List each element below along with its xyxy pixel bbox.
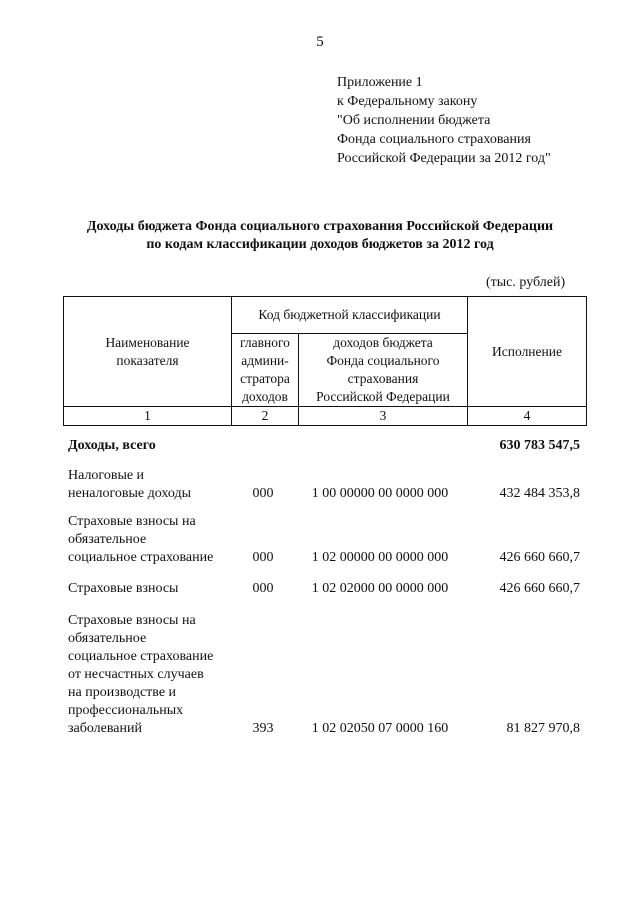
header-budget-line: Российской Федерации xyxy=(316,389,450,404)
header-budget-line: страхования xyxy=(347,371,419,386)
header-name-line: показателя xyxy=(116,352,179,368)
row-name-line: профессиональных xyxy=(68,703,184,718)
appendix-note xyxy=(337,73,551,168)
row-admin-code: 000 xyxy=(252,581,274,596)
row-name xyxy=(68,580,178,598)
header-budget-line: доходов бюджета xyxy=(333,335,433,350)
row-name-line: Страховые взносы xyxy=(68,581,179,596)
header-budget-line: Фонда социального xyxy=(326,353,440,368)
header-name-line: Наименование xyxy=(105,334,190,350)
row-name xyxy=(68,513,213,567)
row-name-line: Доходы, всего xyxy=(68,438,156,453)
row-name xyxy=(68,437,156,455)
row-budget-code: 1 02 02000 00 0000 000 xyxy=(311,581,449,596)
row-value: 426 660 660,7 xyxy=(499,550,580,565)
header-number-3: 3 xyxy=(299,407,468,426)
row-name-line: обязательное xyxy=(68,631,147,646)
header-budget xyxy=(299,334,468,407)
header-number-2: 2 xyxy=(232,407,299,426)
row-admin-code: 393 xyxy=(252,721,274,736)
row-budget-code: 1 02 02050 07 0000 160 xyxy=(311,721,449,736)
row-admin-code: 000 xyxy=(252,550,274,565)
header-number-4: 4 xyxy=(468,407,587,426)
page-number: 5 xyxy=(316,34,324,50)
units-label: (тыс. рублей) xyxy=(486,275,566,290)
title-line: Доходы бюджета Фонда социального страхования Российской Федерации xyxy=(86,219,554,234)
row-budget-code: 1 02 00000 00 0000 000 xyxy=(311,550,449,565)
row-name-line: Страховые взносы на xyxy=(68,514,196,529)
document-title xyxy=(0,218,640,254)
header-code-group: Код бюджетной классификации xyxy=(232,297,468,334)
header-admin-line: админи- xyxy=(241,353,289,368)
header-number-1: 1 xyxy=(64,407,232,426)
header-admin-line: стратора xyxy=(240,371,290,386)
appendix-line: к Федеральному закону xyxy=(337,94,478,109)
header-execution: Исполнение xyxy=(468,297,587,407)
row-value: 630 783 547,5 xyxy=(499,438,580,453)
appendix-line: Российской Федерации за 2012 год" xyxy=(337,151,551,166)
row-name xyxy=(68,467,191,503)
row-name-line: Налоговые и xyxy=(68,468,145,483)
row-value: 426 660 660,7 xyxy=(499,581,580,596)
row-admin-code: 000 xyxy=(252,486,274,501)
table-header xyxy=(63,296,587,426)
appendix-line: Фонда социального страхования xyxy=(337,132,531,147)
row-value: 432 484 353,8 xyxy=(499,486,580,501)
header-admin-line: доходов xyxy=(242,389,288,404)
row-name-line: социальное страхование xyxy=(68,550,214,565)
row-name-line: от несчастных случаев xyxy=(68,667,204,682)
header-admin xyxy=(232,334,299,407)
row-name-line: Страховые взносы на xyxy=(68,613,196,628)
row-name-line: обязательное xyxy=(68,532,147,547)
title-line: по кодам классификации доходов бюджетов за 2012 год xyxy=(146,237,494,252)
header-name xyxy=(64,297,232,407)
row-name-line: неналоговые доходы xyxy=(68,486,192,501)
row-name-line: на производстве и xyxy=(68,685,177,700)
header-admin-line: главного xyxy=(240,335,290,350)
row-name xyxy=(68,612,213,738)
appendix-line: "Об исполнении бюджета xyxy=(337,113,491,128)
row-budget-code: 1 00 00000 00 0000 000 xyxy=(311,486,449,501)
row-name-line: заболеваний xyxy=(68,721,142,736)
row-name-line: социальное страхование xyxy=(68,649,214,664)
row-value: 81 827 970,8 xyxy=(506,721,580,736)
appendix-line: Приложение 1 xyxy=(337,75,423,90)
